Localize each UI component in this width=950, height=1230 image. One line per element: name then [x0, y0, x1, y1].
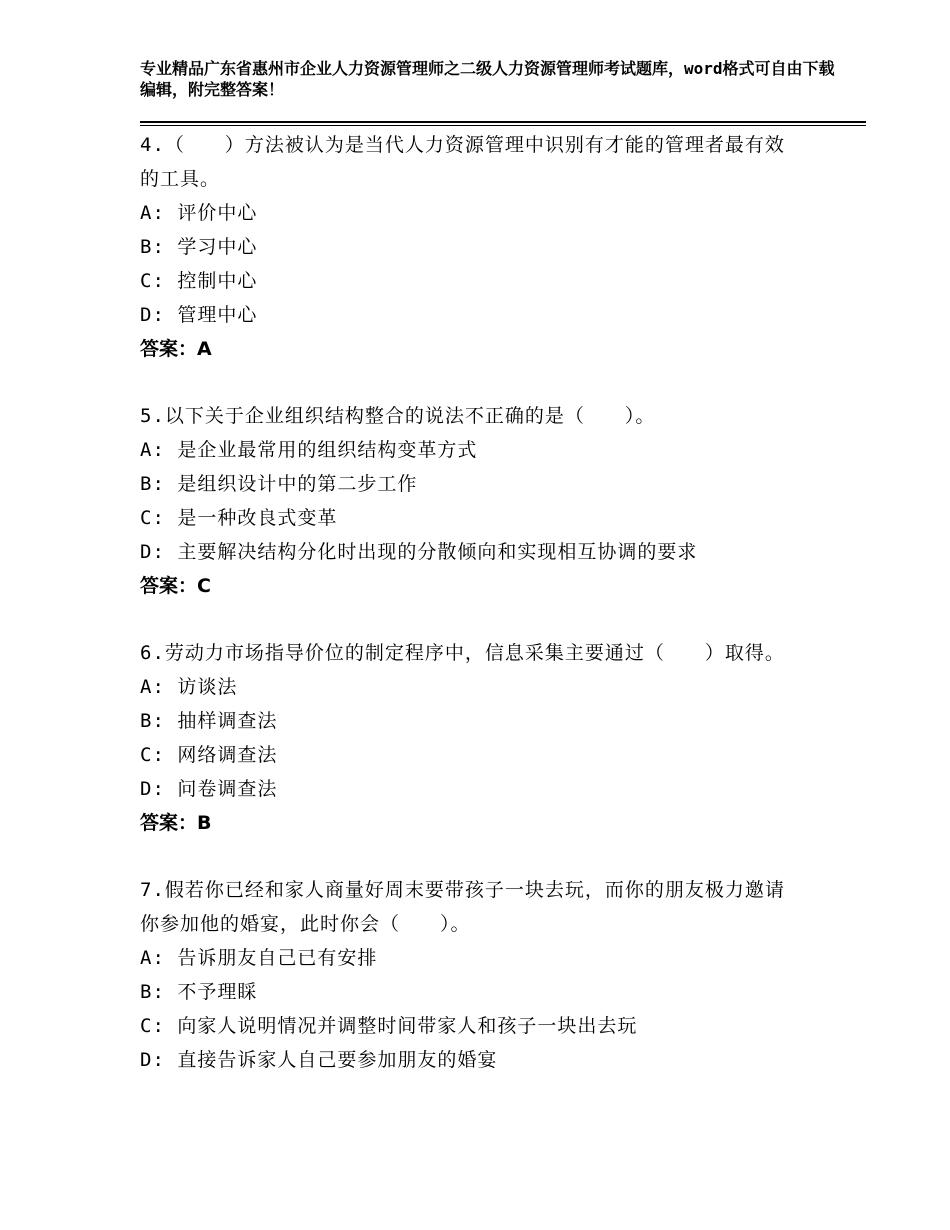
question-7 [140, 873, 800, 1077]
question-6 [140, 636, 800, 840]
header-divider-thick [140, 121, 866, 123]
option-a: A: 访谈法 [140, 676, 238, 698]
option-b: B: 不予理睬 [140, 981, 258, 1003]
option-c: C: 控制中心 [140, 270, 258, 292]
option-c: C: 是一种改良式变革 [140, 507, 338, 529]
option-d: D: 直接告诉家人自己要参加朋友的婚宴 [140, 1049, 498, 1071]
option-d: D: 主要解决结构分化时出现的分散倾向和实现相互协调的要求 [140, 541, 698, 563]
question-5 [140, 399, 800, 603]
question-4 [140, 128, 800, 366]
question-text: 6.劳动力市场指导价位的制定程序中，信息采集主要通过（ ）取得。 [140, 642, 785, 664]
option-d: D: 问卷调查法 [140, 778, 278, 800]
option-a: A: 评价中心 [140, 202, 258, 224]
option-c: C: 向家人说明情况并调整时间带家人和孩子一块出去玩 [140, 1015, 638, 1037]
answer-label: 答案：C [140, 575, 211, 597]
question-text: 5.以下关于企业组织结构整合的说法不正确的是（ ）。 [140, 405, 656, 427]
answer-label: 答案：B [140, 812, 212, 834]
option-c: C: 网络调查法 [140, 744, 278, 766]
option-a: A: 是企业最常用的组织结构变革方式 [140, 439, 478, 461]
question-list [140, 128, 800, 1110]
option-b: B: 学习中心 [140, 236, 258, 258]
option-a: A: 告诉朋友自己已有安排 [140, 947, 378, 969]
option-d: D: 管理中心 [140, 304, 258, 326]
answer-label: 答案：A [140, 338, 212, 360]
document-header: 专业精品广东省惠州市企业人力资源管理师之二级人力资源管理师考试题库，word格式可自由下载编辑，附完整答案！ [140, 59, 835, 99]
question-text: 4.（ ）方法被认为是当代人力资源管理中识别有才能的管理者最有效的工具。 [140, 134, 785, 190]
option-b: B: 是组织设计中的第二步工作 [140, 473, 418, 495]
question-text: 7.假若你已经和家人商量好周末要带孩子一块去玩，而你的朋友极力邀请你参加他的婚宴，此时你会（ ）。 [140, 879, 785, 935]
option-b: B: 抽样调查法 [140, 710, 278, 732]
header-divider-thin [140, 125, 866, 126]
